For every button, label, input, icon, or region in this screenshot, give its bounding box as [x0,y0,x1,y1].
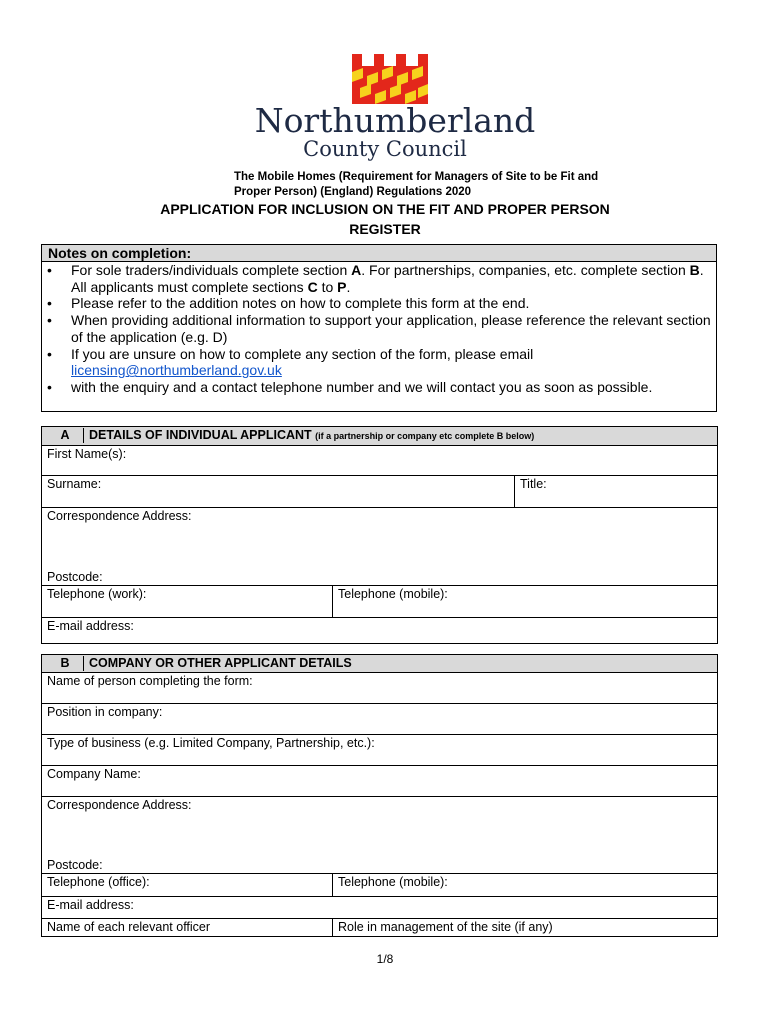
title-field[interactable]: Title: [515,476,718,508]
section-a-header: A DETAILS OF INDIVIDUAL APPLICANT (if a partnership or company etc complete B below) [42,427,718,446]
company-address-field[interactable]: Correspondence Address: Postcode: [42,797,718,874]
notes-list [42,262,716,396]
email-link[interactable]: licensing@northumberland.gov.uk [71,362,282,379]
address-field[interactable]: Correspondence Address: Postcode: [42,508,718,586]
person-completing-field[interactable]: Name of person completing the form: [42,673,718,704]
telephone-work-field[interactable]: Telephone (work): [42,586,333,618]
org-name: Northumberland [254,101,536,140]
company-email-field[interactable]: E-mail address: [42,897,718,919]
section-b-header: B COMPANY OR OTHER APPLICANT DETAILS [42,655,718,673]
notes-heading: Notes on completion: [42,245,716,262]
position-field[interactable]: Position in company: [42,704,718,735]
surname-field[interactable]: Surname: [42,476,515,508]
postcode-label: Postcode: [47,858,103,872]
officer-role-header: Role in management of the site (if any) [333,919,718,937]
officer-name-header: Name of each relevant officer [42,919,333,937]
regulations-title: The Mobile Homes (Requirement for Managers of Site to be Fit and Proper Person) (England) Regulations 2020 [234,171,599,198]
business-type-field[interactable]: Type of business (e.g. Limited Company, Partnership, etc.): [42,735,718,766]
org-subname: County Council [303,137,467,161]
section-a-table [41,426,718,644]
notes-box [41,244,717,412]
list-item: • When providing additional information to support your application, please reference the relevant section of the application (e.g. D) [47,312,711,345]
company-name-field[interactable]: Company Name: [42,766,718,797]
telephone-office-field[interactable]: Telephone (office): [42,874,333,897]
company-telephone-mobile-field[interactable]: Telephone (mobile): [333,874,718,897]
application-title: APPLICATION FOR INCLUSION ON THE FIT AND PROPER PERSON REGISTER [160,201,610,237]
list-item: • If you are unsure on how to complete any section of the form, please email licensing@northumberland.gov.uk [47,345,534,379]
bullet-icon: • [47,312,52,329]
telephone-mobile-field[interactable]: Telephone (mobile): [333,586,718,618]
bullet-icon: • [47,378,52,395]
postcode-label: Postcode: [47,570,103,584]
page-number: 1/8 [376,952,394,966]
bullet-icon: • [47,262,52,278]
email-field[interactable]: E-mail address: [42,618,718,644]
section-b-table [41,654,718,937]
council-logo-icon [352,54,428,104]
list-item: • For sole traders/individuals complete section A. For partnerships, companies, etc. complete section B. All applicants must complete sections C to P. [47,262,704,295]
list-item: • with the enquiry and a contact telephone number and we will contact you as soon as possible. [47,378,653,395]
bullet-icon: • [47,345,52,362]
bullet-icon: • [47,295,52,312]
first-names-field[interactable]: First Name(s): [42,446,718,476]
list-item: • Please refer to the addition notes on how to complete this form at the end. [47,295,530,312]
